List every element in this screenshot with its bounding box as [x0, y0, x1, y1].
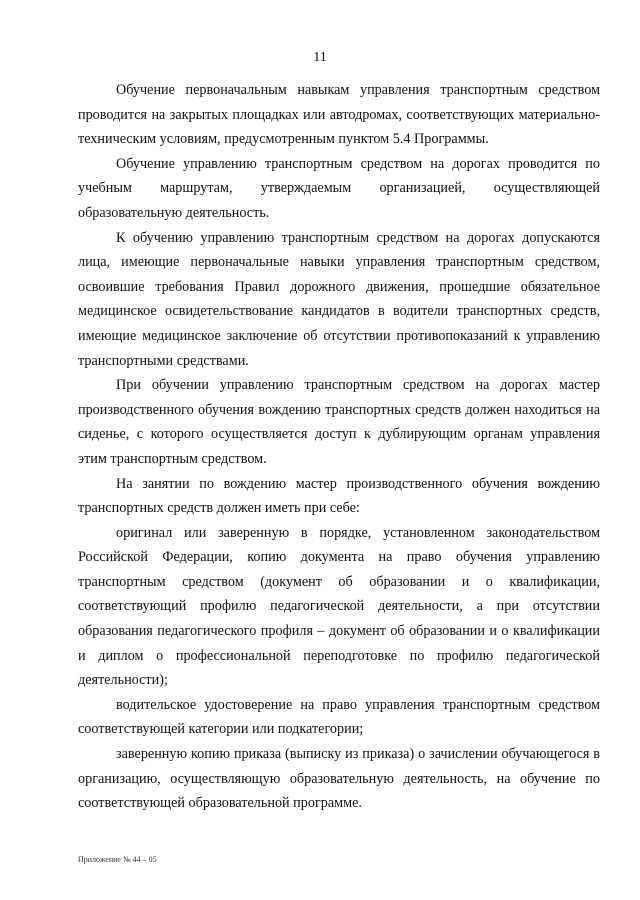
paragraph-instructor-seat: При обучении управлению транспортным средством на дорогах мастер производственного обучения вождению транспортных средств должен находиться на сиденье, с которого осуществляется доступ к дублирующим органам управления этим транспортным средством.: [78, 377, 600, 467]
paragraph-instructor-documents-intro: На занятии по вождению мастер производственного обучения вождению транспортных средств должен иметь при себе:: [78, 475, 600, 517]
document-body: [78, 78, 600, 816]
paragraph-road-routes: Обучение управлению транспортным средством на дорогах проводится по учебным маршрутам, утверждаемым организацией, осуществляющей образовательную деятельность.: [78, 155, 600, 221]
paragraph-practice-grounds: Обучение первоначальным навыкам управления транспортным средством проводится на закрытых площадках или автодромах, соответствующих материально-техническим условиям, предусмотренным пунктом 5.4 Программы.: [78, 82, 600, 148]
list-item-driver-license: водительское удостоверение на право управления транспортным средством соответствующей категории или подкатегории;: [78, 696, 600, 738]
paragraph-admission-requirements: К обучению управлению транспортным средством на дорогах допускаются лица, имеющие первоначальные навыки управления транспортным средством, освоившие требования Правил дорожного движения, прошедшие обязательное медицинское освидетельствование кандидатов в водители транспортных средств, имеющие медицинское заключение об отсутствии противопоказаний к управлению транспортными средствами.: [78, 229, 600, 369]
page-number: 11: [313, 50, 327, 65]
footer-appendix-label: Приложение № 44 – 05: [78, 855, 157, 864]
list-item-teaching-right-document: оригинал или заверенную в порядке, установленном законодательством Российской Федерации, копию документа на право обучения управлению транспортным средством (документ об образовании и о квалификации, соответствующий профилю педагогической деятельности, а при отсутствии образования педагогического профиля – документ об образовании и о квалификации и диплом о профессиональной переподготовке по профилю педагогической деятельности);: [78, 524, 600, 689]
list-item-enrollment-order-copy: заверенную копию приказа (выписку из приказа) о зачислении обучающегося в организацию, осуществляющую образовательную деятельность, на обучение по соответствующей образовательной программе.: [78, 746, 600, 812]
